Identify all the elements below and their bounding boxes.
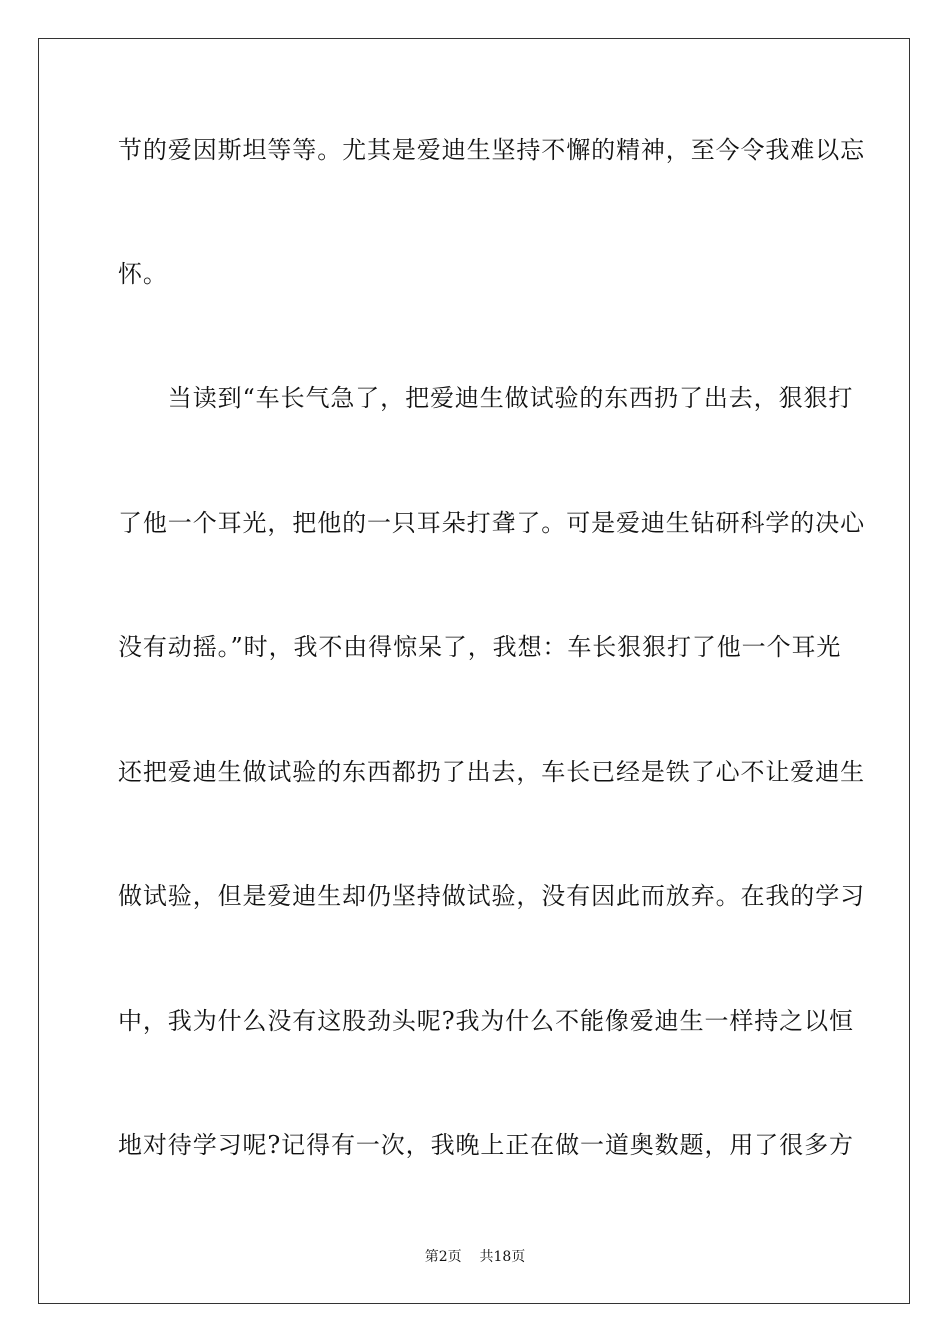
text-line: 中，我为什么没有这股劲头呢?我为什么不能像爱迪生一样持之以恒 <box>118 1007 854 1035</box>
text-line: 节的爱因斯坦等等。尤其是爱迪生坚持不懈的精神，至今令我难以忘 <box>118 136 865 164</box>
text-line: 还把爱迪生做试验的东西都扔了出去，车长已经是铁了心不让爱迪生 <box>118 758 865 786</box>
page-border <box>38 38 910 1304</box>
current-page-number: 第2页 <box>424 1249 462 1265</box>
page-footer <box>0 1246 950 1266</box>
text-line: 了他一个耳光，把他的一只耳朵打聋了。可是爱迪生钻研科学的决心 <box>118 509 865 537</box>
text-line: 做试验，但是爱迪生却仍坚持做试验，没有因此而放弃。在我的学习 <box>118 882 865 910</box>
text-line: 当读到“车长气急了，把爱迪生做试验的东西扔了出去，狠狠打 <box>118 384 854 412</box>
text-line: 怀。 <box>118 260 168 288</box>
text-line: 地对待学习呢?记得有一次，我晚上正在做一道奥数题，用了很多方 <box>118 1131 854 1159</box>
total-pages: 共18页 <box>479 1249 526 1265</box>
text-line: 没有动摇。”时，我不由得惊呆了，我想：车长狠狠打了他一个耳光 <box>118 633 842 661</box>
